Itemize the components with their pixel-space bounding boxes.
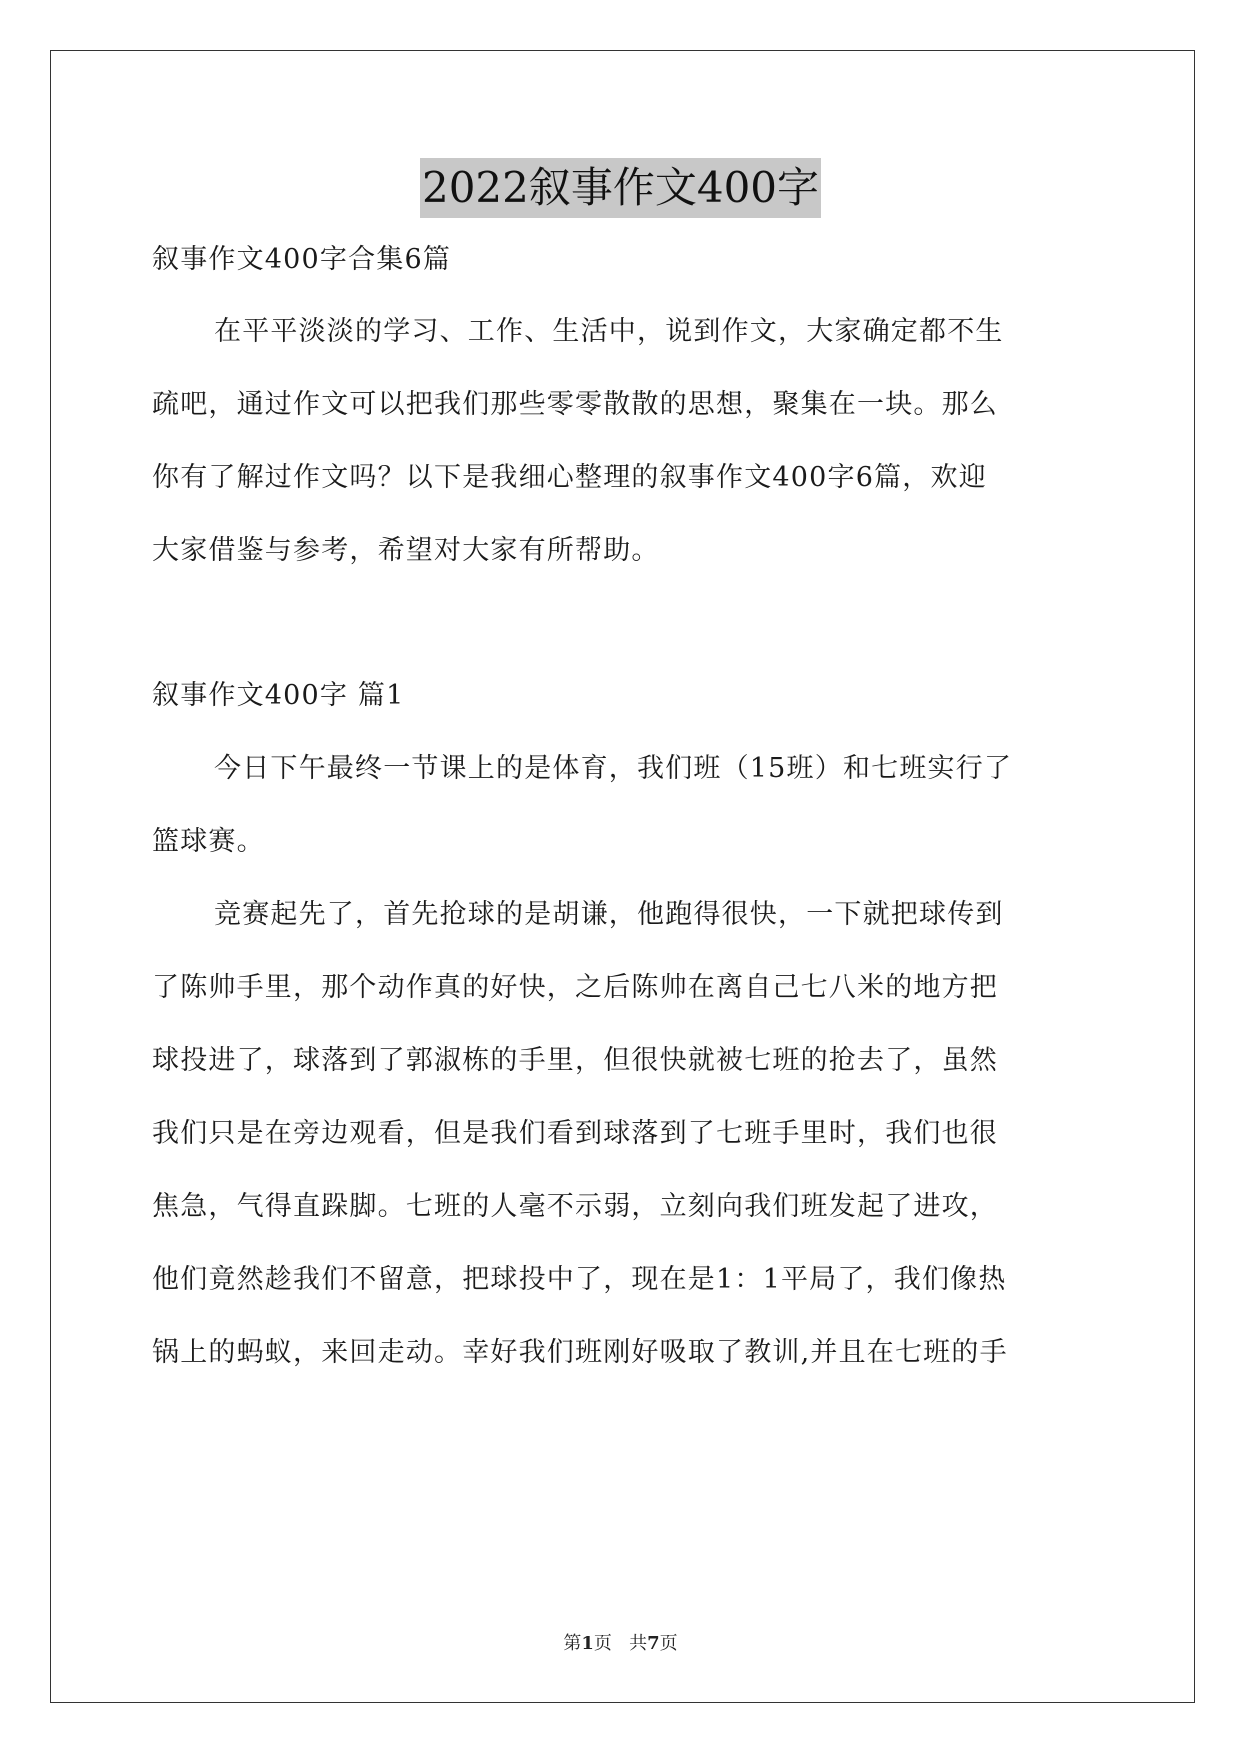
paragraph-line: 我们只是在旁边观看，但是我们看到球落到了七班手里时，我们也很	[152, 1118, 998, 1149]
title-container	[0, 158, 1241, 218]
footer-total-pages: 7	[647, 1633, 660, 1654]
footer-page-suffix: 页	[593, 1633, 612, 1654]
section-heading: 叙事作文400字 篇1	[152, 680, 405, 711]
paragraph-line: 锅上的蚂蚁，来回走动。幸好我们班刚好吸取了教训,并且在七班的手	[152, 1337, 1008, 1368]
intro-line: 大家借鉴与参考，希望对大家有所帮助。	[152, 535, 660, 566]
page-border	[50, 50, 1195, 1703]
paragraph-line: 今日下午最终一节课上的是体育，我们班（15班）和七班实行了	[214, 753, 1013, 784]
footer-page-prefix: 第	[563, 1633, 582, 1654]
document-title: 2022叙事作文400字	[420, 158, 821, 218]
paragraph-line: 了陈帅手里，那个动作真的好快，之后陈帅在离自己七八米的地方把	[152, 972, 998, 1003]
footer-total-suffix: 页	[659, 1633, 678, 1654]
intro-line: 疏吧，通过作文可以把我们那些零零散散的思想，聚集在一块。那么	[152, 389, 998, 420]
paragraph-line: 焦急，气得直跺脚。七班的人毫不示弱，立刻向我们班发起了进攻，	[152, 1191, 998, 1222]
paragraph-line: 篮球赛。	[152, 826, 265, 857]
footer-total-prefix: 共	[629, 1633, 648, 1654]
intro-line: 在平平淡淡的学习、工作、生活中，说到作文，大家确定都不生	[214, 316, 1004, 347]
paragraph-line: 他们竟然趁我们不留意，把球投中了，现在是1：1平局了，我们像热	[152, 1264, 1007, 1295]
page-footer	[0, 1632, 1241, 1656]
intro-line: 你有了解过作文吗？以下是我细心整理的叙事作文400字6篇，欢迎	[152, 462, 987, 493]
paragraph-line: 竞赛起先了，首先抢球的是胡谦，他跑得很快，一下就把球传到	[214, 899, 1004, 930]
document-subtitle: 叙事作文400字合集6篇	[152, 244, 452, 275]
paragraph-line: 球投进了，球落到了郭淑栋的手里，但很快就被七班的抢去了，虽然	[152, 1045, 998, 1076]
footer-page-number: 1	[581, 1633, 594, 1654]
